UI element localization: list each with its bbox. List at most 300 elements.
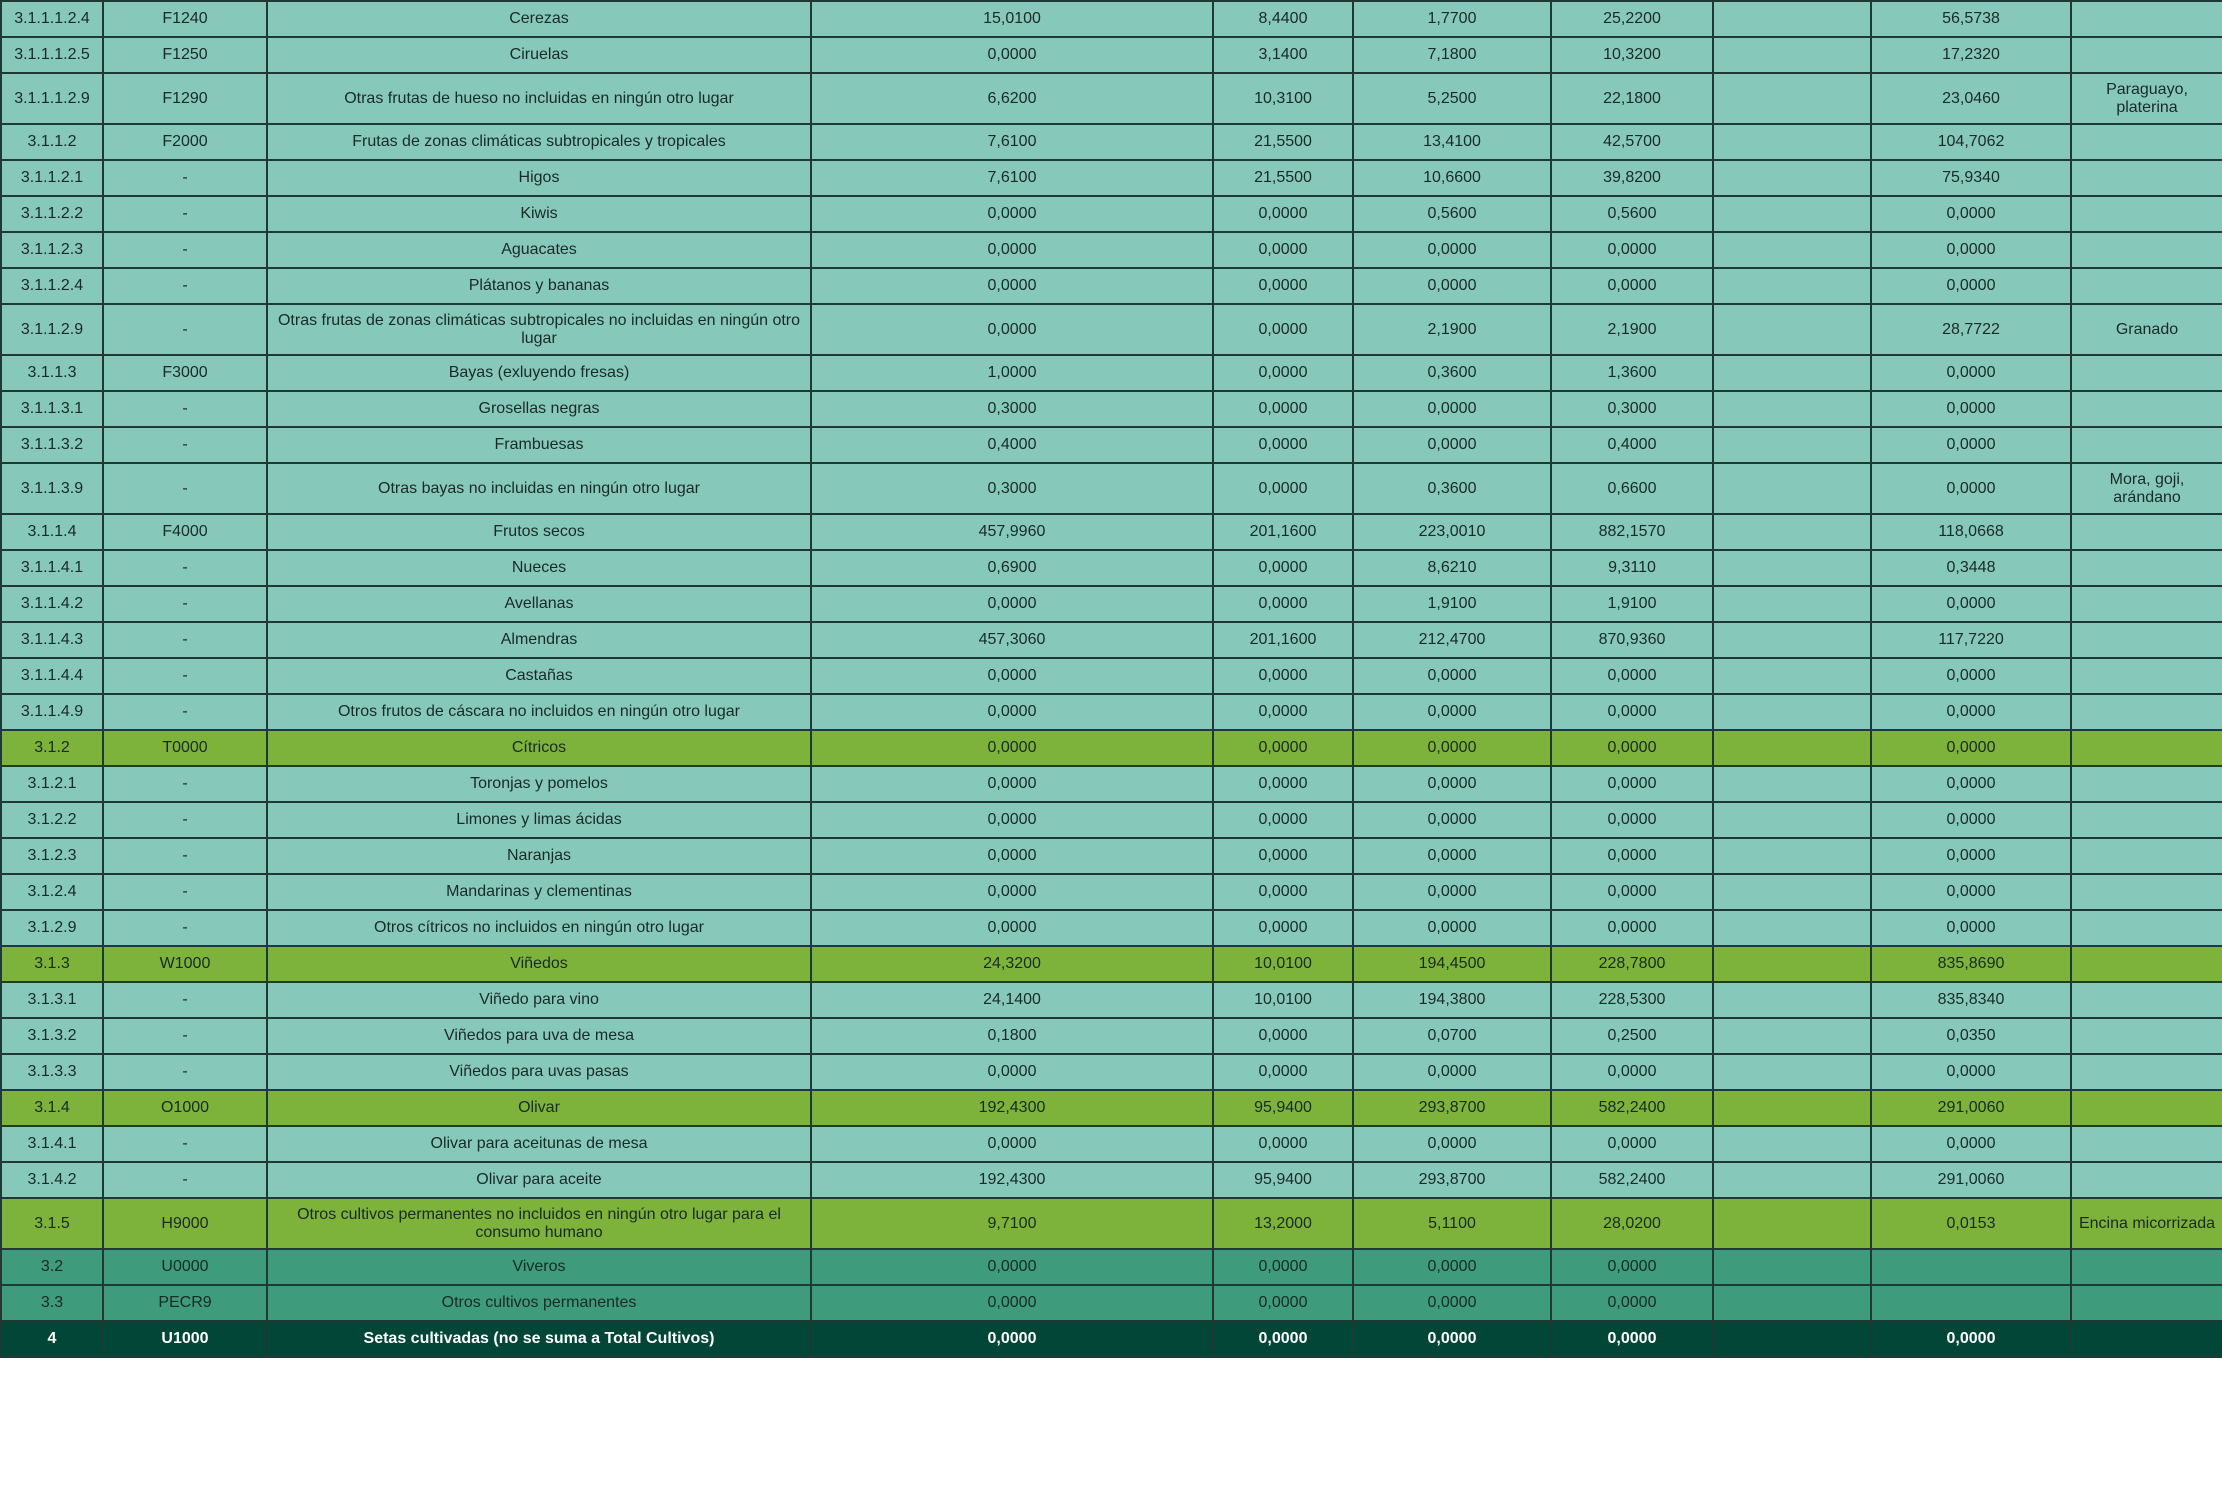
row-code-cell: 3.1.1.1.2.5 xyxy=(1,37,103,73)
row-value-2-cell: 0,0000 xyxy=(1213,874,1353,910)
row-value-1-cell: 0,0000 xyxy=(811,232,1213,268)
row-crop-code-cell: - xyxy=(103,802,267,838)
row-crop-code-cell: F1290 xyxy=(103,73,267,124)
row-name-cell: Naranjas xyxy=(267,838,811,874)
table-row xyxy=(1,1285,2222,1321)
row-value-2-cell: 0,0000 xyxy=(1213,304,1353,355)
row-value-5-cell xyxy=(1713,268,1871,304)
row-value-6-cell: 0,0000 xyxy=(1871,355,2071,391)
row-name-cell: Viñedos xyxy=(267,946,811,982)
row-value-4-cell: 25,2200 xyxy=(1551,1,1713,37)
row-value-2-cell: 201,1600 xyxy=(1213,514,1353,550)
row-name-cell: Plátanos y bananas xyxy=(267,268,811,304)
row-value-1-cell: 0,0000 xyxy=(811,802,1213,838)
row-note-cell xyxy=(2071,946,2222,982)
row-code-cell: 3.1.1.4 xyxy=(1,514,103,550)
row-value-3-cell: 293,8700 xyxy=(1353,1090,1551,1126)
row-value-3-cell: 194,4500 xyxy=(1353,946,1551,982)
table-row xyxy=(1,622,2222,658)
row-crop-code-cell: F3000 xyxy=(103,355,267,391)
row-value-1-cell: 0,0000 xyxy=(811,766,1213,802)
row-value-5-cell xyxy=(1713,427,1871,463)
row-crop-code-cell: - xyxy=(103,694,267,730)
row-name-cell: Nueces xyxy=(267,550,811,586)
row-value-5-cell xyxy=(1713,1198,1871,1249)
row-name-cell: Viñedo para vino xyxy=(267,982,811,1018)
table-row xyxy=(1,802,2222,838)
row-crop-code-cell: - xyxy=(103,1126,267,1162)
row-name-cell: Kiwis xyxy=(267,196,811,232)
row-value-6-cell: 835,8690 xyxy=(1871,946,2071,982)
table-row xyxy=(1,73,2222,124)
row-code-cell: 3.1.2 xyxy=(1,730,103,766)
row-code-cell: 3.1.1.1.2.4 xyxy=(1,1,103,37)
table-row xyxy=(1,463,2222,514)
row-code-cell: 3.1.1.4.3 xyxy=(1,622,103,658)
row-value-3-cell: 0,0000 xyxy=(1353,730,1551,766)
row-name-cell: Olivar para aceite xyxy=(267,1162,811,1198)
row-value-5-cell xyxy=(1713,1162,1871,1198)
row-value-2-cell: 201,1600 xyxy=(1213,622,1353,658)
row-note-cell xyxy=(2071,1126,2222,1162)
row-value-1-cell: 1,0000 xyxy=(811,355,1213,391)
row-value-5-cell xyxy=(1713,586,1871,622)
row-value-6-cell: 0,0000 xyxy=(1871,730,2071,766)
row-value-2-cell: 0,0000 xyxy=(1213,232,1353,268)
row-value-5-cell xyxy=(1713,1126,1871,1162)
row-value-3-cell: 0,0000 xyxy=(1353,1285,1551,1321)
row-crop-code-cell: - xyxy=(103,1018,267,1054)
row-value-6-cell: 0,0000 xyxy=(1871,838,2071,874)
row-value-4-cell: 0,0000 xyxy=(1551,1285,1713,1321)
row-value-3-cell: 0,3600 xyxy=(1353,463,1551,514)
row-name-cell: Bayas (exluyendo fresas) xyxy=(267,355,811,391)
row-value-3-cell: 0,0000 xyxy=(1353,838,1551,874)
row-value-6-cell: 56,5738 xyxy=(1871,1,2071,37)
row-crop-code-cell: O1000 xyxy=(103,1090,267,1126)
row-crop-code-cell: - xyxy=(103,427,267,463)
row-value-2-cell: 0,0000 xyxy=(1213,694,1353,730)
row-value-6-cell: 0,0000 xyxy=(1871,1321,2071,1357)
row-code-cell: 3.1.1.2.3 xyxy=(1,232,103,268)
row-note-cell: Paraguayo, platerina xyxy=(2071,73,2222,124)
table-row xyxy=(1,1126,2222,1162)
row-value-2-cell: 0,0000 xyxy=(1213,730,1353,766)
row-code-cell: 3.1.1.3.9 xyxy=(1,463,103,514)
row-value-4-cell: 39,8200 xyxy=(1551,160,1713,196)
row-name-cell: Otros cultivos permanentes xyxy=(267,1285,811,1321)
row-value-2-cell: 0,0000 xyxy=(1213,550,1353,586)
row-value-5-cell xyxy=(1713,304,1871,355)
row-name-cell: Frutos secos xyxy=(267,514,811,550)
row-name-cell: Setas cultivadas (no se suma a Total Cultivos) xyxy=(267,1321,811,1357)
row-code-cell: 3.3 xyxy=(1,1285,103,1321)
row-value-4-cell: 0,0000 xyxy=(1551,838,1713,874)
row-value-5-cell xyxy=(1713,622,1871,658)
row-value-6-cell: 118,0668 xyxy=(1871,514,2071,550)
row-value-3-cell: 13,4100 xyxy=(1353,124,1551,160)
row-value-6-cell xyxy=(1871,1249,2071,1285)
row-code-cell: 3.1.5 xyxy=(1,1198,103,1249)
row-value-4-cell: 22,1800 xyxy=(1551,73,1713,124)
table-row xyxy=(1,514,2222,550)
row-crop-code-cell: F1240 xyxy=(103,1,267,37)
row-crop-code-cell: - xyxy=(103,622,267,658)
row-value-1-cell: 192,4300 xyxy=(811,1162,1213,1198)
row-value-4-cell: 1,3600 xyxy=(1551,355,1713,391)
row-value-4-cell: 9,3110 xyxy=(1551,550,1713,586)
row-crop-code-cell: - xyxy=(103,766,267,802)
table-row xyxy=(1,586,2222,622)
row-value-3-cell: 0,0000 xyxy=(1353,427,1551,463)
row-value-5-cell xyxy=(1713,160,1871,196)
row-value-6-cell: 17,2320 xyxy=(1871,37,2071,73)
row-value-6-cell: 0,0000 xyxy=(1871,586,2071,622)
row-value-6-cell: 104,7062 xyxy=(1871,124,2071,160)
row-code-cell: 3.1.2.4 xyxy=(1,874,103,910)
row-value-3-cell: 7,1800 xyxy=(1353,37,1551,73)
row-value-1-cell: 0,3000 xyxy=(811,463,1213,514)
table-row xyxy=(1,196,2222,232)
row-value-6-cell: 0,0000 xyxy=(1871,427,2071,463)
table-row xyxy=(1,1090,2222,1126)
row-code-cell: 3.1.1.3 xyxy=(1,355,103,391)
row-value-1-cell: 15,0100 xyxy=(811,1,1213,37)
row-note-cell xyxy=(2071,1,2222,37)
row-value-5-cell xyxy=(1713,1018,1871,1054)
table-row xyxy=(1,160,2222,196)
row-value-1-cell: 6,6200 xyxy=(811,73,1213,124)
table-row xyxy=(1,982,2222,1018)
row-value-4-cell: 0,0000 xyxy=(1551,1126,1713,1162)
row-note-cell xyxy=(2071,622,2222,658)
row-note-cell xyxy=(2071,1054,2222,1090)
row-name-cell: Ciruelas xyxy=(267,37,811,73)
row-note-cell xyxy=(2071,1018,2222,1054)
row-value-4-cell: 0,0000 xyxy=(1551,1321,1713,1357)
row-value-3-cell: 5,1100 xyxy=(1353,1198,1551,1249)
table-row xyxy=(1,124,2222,160)
row-value-2-cell: 0,0000 xyxy=(1213,268,1353,304)
row-value-4-cell: 0,0000 xyxy=(1551,268,1713,304)
row-value-5-cell xyxy=(1713,124,1871,160)
row-note-cell: Encina micorrizada xyxy=(2071,1198,2222,1249)
row-value-6-cell: 0,3448 xyxy=(1871,550,2071,586)
row-value-4-cell: 0,0000 xyxy=(1551,1249,1713,1285)
row-value-2-cell: 0,0000 xyxy=(1213,1249,1353,1285)
row-name-cell: Otras frutas de zonas climáticas subtropicales no incluidas en ningún otro lugar xyxy=(267,304,811,355)
row-value-2-cell: 13,2000 xyxy=(1213,1198,1353,1249)
row-value-6-cell: 0,0153 xyxy=(1871,1198,2071,1249)
row-value-2-cell: 0,0000 xyxy=(1213,586,1353,622)
table-row xyxy=(1,766,2222,802)
row-value-3-cell: 0,0000 xyxy=(1353,694,1551,730)
row-note-cell xyxy=(2071,658,2222,694)
row-value-3-cell: 1,9100 xyxy=(1353,586,1551,622)
table-row xyxy=(1,268,2222,304)
row-value-2-cell: 0,0000 xyxy=(1213,1126,1353,1162)
row-value-2-cell: 0,0000 xyxy=(1213,391,1353,427)
row-value-2-cell: 10,0100 xyxy=(1213,946,1353,982)
row-value-4-cell: 0,0000 xyxy=(1551,766,1713,802)
row-value-2-cell: 0,0000 xyxy=(1213,910,1353,946)
row-value-3-cell: 0,0000 xyxy=(1353,232,1551,268)
row-crop-code-cell: - xyxy=(103,550,267,586)
row-crop-code-cell: W1000 xyxy=(103,946,267,982)
row-value-5-cell xyxy=(1713,946,1871,982)
row-value-4-cell: 0,5600 xyxy=(1551,196,1713,232)
row-value-1-cell: 0,6900 xyxy=(811,550,1213,586)
row-crop-code-cell: - xyxy=(103,196,267,232)
row-note-cell xyxy=(2071,1162,2222,1198)
row-name-cell: Avellanas xyxy=(267,586,811,622)
row-value-4-cell: 0,0000 xyxy=(1551,910,1713,946)
row-crop-code-cell: - xyxy=(103,910,267,946)
row-value-6-cell: 117,7220 xyxy=(1871,622,2071,658)
row-value-3-cell: 0,0700 xyxy=(1353,1018,1551,1054)
row-value-1-cell: 457,9960 xyxy=(811,514,1213,550)
row-crop-code-cell: T0000 xyxy=(103,730,267,766)
row-note-cell xyxy=(2071,427,2222,463)
row-value-1-cell: 192,4300 xyxy=(811,1090,1213,1126)
row-value-2-cell: 0,0000 xyxy=(1213,838,1353,874)
row-value-1-cell: 7,6100 xyxy=(811,160,1213,196)
row-value-1-cell: 7,6100 xyxy=(811,124,1213,160)
table-row xyxy=(1,37,2222,73)
table-body xyxy=(1,1,2222,1357)
row-value-4-cell: 228,7800 xyxy=(1551,946,1713,982)
row-value-6-cell: 0,0000 xyxy=(1871,910,2071,946)
row-code-cell: 3.1.2.1 xyxy=(1,766,103,802)
row-value-3-cell: 5,2500 xyxy=(1353,73,1551,124)
row-crop-code-cell: U0000 xyxy=(103,1249,267,1285)
row-crop-code-cell: - xyxy=(103,463,267,514)
row-value-4-cell: 0,0000 xyxy=(1551,694,1713,730)
row-value-2-cell: 95,9400 xyxy=(1213,1162,1353,1198)
row-value-6-cell: 0,0000 xyxy=(1871,658,2071,694)
table-row xyxy=(1,694,2222,730)
row-value-6-cell: 835,8340 xyxy=(1871,982,2071,1018)
row-note-cell xyxy=(2071,766,2222,802)
row-name-cell: Frutas de zonas climáticas subtropicales y tropicales xyxy=(267,124,811,160)
row-value-2-cell: 21,5500 xyxy=(1213,160,1353,196)
row-value-5-cell xyxy=(1713,838,1871,874)
row-value-3-cell: 194,3800 xyxy=(1353,982,1551,1018)
row-value-2-cell: 0,0000 xyxy=(1213,802,1353,838)
row-crop-code-cell: - xyxy=(103,232,267,268)
row-value-4-cell: 0,4000 xyxy=(1551,427,1713,463)
row-code-cell: 3.1.1.4.4 xyxy=(1,658,103,694)
row-value-3-cell: 8,6210 xyxy=(1353,550,1551,586)
row-name-cell: Otras frutas de hueso no incluidas en ningún otro lugar xyxy=(267,73,811,124)
row-code-cell: 3.1.1.4.9 xyxy=(1,694,103,730)
row-value-4-cell: 0,0000 xyxy=(1551,1054,1713,1090)
row-note-cell: Mora, goji, arándano xyxy=(2071,463,2222,514)
row-value-2-cell: 0,0000 xyxy=(1213,766,1353,802)
row-name-cell: Grosellas negras xyxy=(267,391,811,427)
row-code-cell: 3.1.1.2.1 xyxy=(1,160,103,196)
row-note-cell xyxy=(2071,910,2222,946)
row-value-4-cell: 582,2400 xyxy=(1551,1162,1713,1198)
row-value-1-cell: 0,0000 xyxy=(811,1321,1213,1357)
row-value-5-cell xyxy=(1713,1285,1871,1321)
row-value-2-cell: 8,4400 xyxy=(1213,1,1353,37)
row-note-cell xyxy=(2071,514,2222,550)
row-value-4-cell: 42,5700 xyxy=(1551,124,1713,160)
row-value-4-cell: 1,9100 xyxy=(1551,586,1713,622)
row-crop-code-cell: H9000 xyxy=(103,1198,267,1249)
row-value-1-cell: 24,1400 xyxy=(811,982,1213,1018)
row-code-cell: 3.1.4 xyxy=(1,1090,103,1126)
row-value-4-cell: 0,3000 xyxy=(1551,391,1713,427)
row-value-2-cell: 21,5500 xyxy=(1213,124,1353,160)
table-row xyxy=(1,1054,2222,1090)
row-value-5-cell xyxy=(1713,1321,1871,1357)
table-row xyxy=(1,427,2222,463)
row-code-cell: 3.1.1.2 xyxy=(1,124,103,160)
row-crop-code-cell: - xyxy=(103,658,267,694)
row-code-cell: 3.1.1.4.1 xyxy=(1,550,103,586)
row-note-cell: Granado xyxy=(2071,304,2222,355)
row-name-cell: Aguacates xyxy=(267,232,811,268)
row-note-cell xyxy=(2071,1321,2222,1357)
row-value-1-cell: 0,0000 xyxy=(811,1054,1213,1090)
row-value-6-cell: 0,0000 xyxy=(1871,874,2071,910)
row-code-cell: 4 xyxy=(1,1321,103,1357)
row-code-cell: 3.2 xyxy=(1,1249,103,1285)
row-value-3-cell: 0,0000 xyxy=(1353,391,1551,427)
row-value-3-cell: 0,0000 xyxy=(1353,658,1551,694)
row-value-5-cell xyxy=(1713,73,1871,124)
row-value-2-cell: 10,3100 xyxy=(1213,73,1353,124)
row-value-4-cell: 0,2500 xyxy=(1551,1018,1713,1054)
row-value-1-cell: 0,0000 xyxy=(811,838,1213,874)
row-value-4-cell: 28,0200 xyxy=(1551,1198,1713,1249)
row-value-6-cell: 0,0000 xyxy=(1871,463,2071,514)
row-name-cell: Cerezas xyxy=(267,1,811,37)
row-crop-code-cell: - xyxy=(103,1162,267,1198)
row-value-2-cell: 95,9400 xyxy=(1213,1090,1353,1126)
row-crop-code-cell: - xyxy=(103,304,267,355)
row-value-1-cell: 0,0000 xyxy=(811,304,1213,355)
row-name-cell: Viveros xyxy=(267,1249,811,1285)
row-value-3-cell: 293,8700 xyxy=(1353,1162,1551,1198)
row-value-6-cell: 28,7722 xyxy=(1871,304,2071,355)
row-value-1-cell: 0,1800 xyxy=(811,1018,1213,1054)
row-value-3-cell: 0,0000 xyxy=(1353,766,1551,802)
row-note-cell xyxy=(2071,982,2222,1018)
row-value-4-cell: 10,3200 xyxy=(1551,37,1713,73)
row-crop-code-cell: F2000 xyxy=(103,124,267,160)
row-value-3-cell: 0,0000 xyxy=(1353,874,1551,910)
row-name-cell: Viñedos para uvas pasas xyxy=(267,1054,811,1090)
row-note-cell xyxy=(2071,355,2222,391)
row-value-5-cell xyxy=(1713,910,1871,946)
row-value-1-cell: 0,0000 xyxy=(811,586,1213,622)
row-value-1-cell: 0,0000 xyxy=(811,1285,1213,1321)
row-value-5-cell xyxy=(1713,391,1871,427)
row-value-4-cell: 0,0000 xyxy=(1551,730,1713,766)
row-crop-code-cell: - xyxy=(103,982,267,1018)
row-value-1-cell: 0,3000 xyxy=(811,391,1213,427)
row-note-cell xyxy=(2071,802,2222,838)
row-name-cell: Otros cultivos permanentes no incluidos en ningún otro lugar para el consumo humano xyxy=(267,1198,811,1249)
row-note-cell xyxy=(2071,874,2222,910)
row-note-cell xyxy=(2071,391,2222,427)
row-value-1-cell: 0,0000 xyxy=(811,910,1213,946)
row-value-3-cell: 0,0000 xyxy=(1353,1126,1551,1162)
row-value-5-cell xyxy=(1713,658,1871,694)
row-value-3-cell: 10,6600 xyxy=(1353,160,1551,196)
row-value-5-cell xyxy=(1713,730,1871,766)
row-value-6-cell: 75,9340 xyxy=(1871,160,2071,196)
row-name-cell: Limones y limas ácidas xyxy=(267,802,811,838)
table-row xyxy=(1,874,2222,910)
row-code-cell: 3.1.1.3.2 xyxy=(1,427,103,463)
row-value-5-cell xyxy=(1713,694,1871,730)
table-row xyxy=(1,946,2222,982)
row-value-4-cell: 2,1900 xyxy=(1551,304,1713,355)
row-crop-code-cell: - xyxy=(103,838,267,874)
row-value-2-cell: 0,0000 xyxy=(1213,355,1353,391)
row-name-cell: Olivar xyxy=(267,1090,811,1126)
row-value-6-cell: 0,0350 xyxy=(1871,1018,2071,1054)
row-value-4-cell: 882,1570 xyxy=(1551,514,1713,550)
table-row xyxy=(1,1018,2222,1054)
row-value-4-cell: 228,5300 xyxy=(1551,982,1713,1018)
row-value-2-cell: 0,0000 xyxy=(1213,1018,1353,1054)
row-value-1-cell: 457,3060 xyxy=(811,622,1213,658)
row-value-2-cell: 0,0000 xyxy=(1213,658,1353,694)
row-note-cell xyxy=(2071,694,2222,730)
row-name-cell: Otros cítricos no incluidos en ningún otro lugar xyxy=(267,910,811,946)
row-value-2-cell: 10,0100 xyxy=(1213,982,1353,1018)
row-value-3-cell: 223,0010 xyxy=(1353,514,1551,550)
row-value-5-cell xyxy=(1713,1054,1871,1090)
table-row xyxy=(1,910,2222,946)
row-value-1-cell: 0,0000 xyxy=(811,37,1213,73)
row-crop-code-cell: - xyxy=(103,1054,267,1090)
row-code-cell: 3.1.4.1 xyxy=(1,1126,103,1162)
row-code-cell: 3.1.1.2.2 xyxy=(1,196,103,232)
table-row xyxy=(1,391,2222,427)
row-value-5-cell xyxy=(1713,766,1871,802)
row-code-cell: 3.1.3.1 xyxy=(1,982,103,1018)
table-row xyxy=(1,232,2222,268)
row-value-4-cell: 0,0000 xyxy=(1551,232,1713,268)
row-name-cell: Almendras xyxy=(267,622,811,658)
row-value-1-cell: 0,0000 xyxy=(811,1126,1213,1162)
row-value-6-cell: 0,0000 xyxy=(1871,268,2071,304)
row-name-cell: Cítricos xyxy=(267,730,811,766)
row-name-cell: Toronjas y pomelos xyxy=(267,766,811,802)
row-note-cell xyxy=(2071,1285,2222,1321)
row-value-4-cell: 0,6600 xyxy=(1551,463,1713,514)
row-code-cell: 3.1.3 xyxy=(1,946,103,982)
row-code-cell: 3.1.1.4.2 xyxy=(1,586,103,622)
row-value-4-cell: 0,0000 xyxy=(1551,874,1713,910)
row-name-cell: Viñedos para uva de mesa xyxy=(267,1018,811,1054)
table-row xyxy=(1,730,2222,766)
table-row xyxy=(1,550,2222,586)
row-value-5-cell xyxy=(1713,550,1871,586)
row-value-4-cell: 0,0000 xyxy=(1551,802,1713,838)
row-value-3-cell: 0,0000 xyxy=(1353,1249,1551,1285)
row-value-4-cell: 870,9360 xyxy=(1551,622,1713,658)
row-value-5-cell xyxy=(1713,232,1871,268)
table-row xyxy=(1,1,2222,37)
row-value-5-cell xyxy=(1713,355,1871,391)
